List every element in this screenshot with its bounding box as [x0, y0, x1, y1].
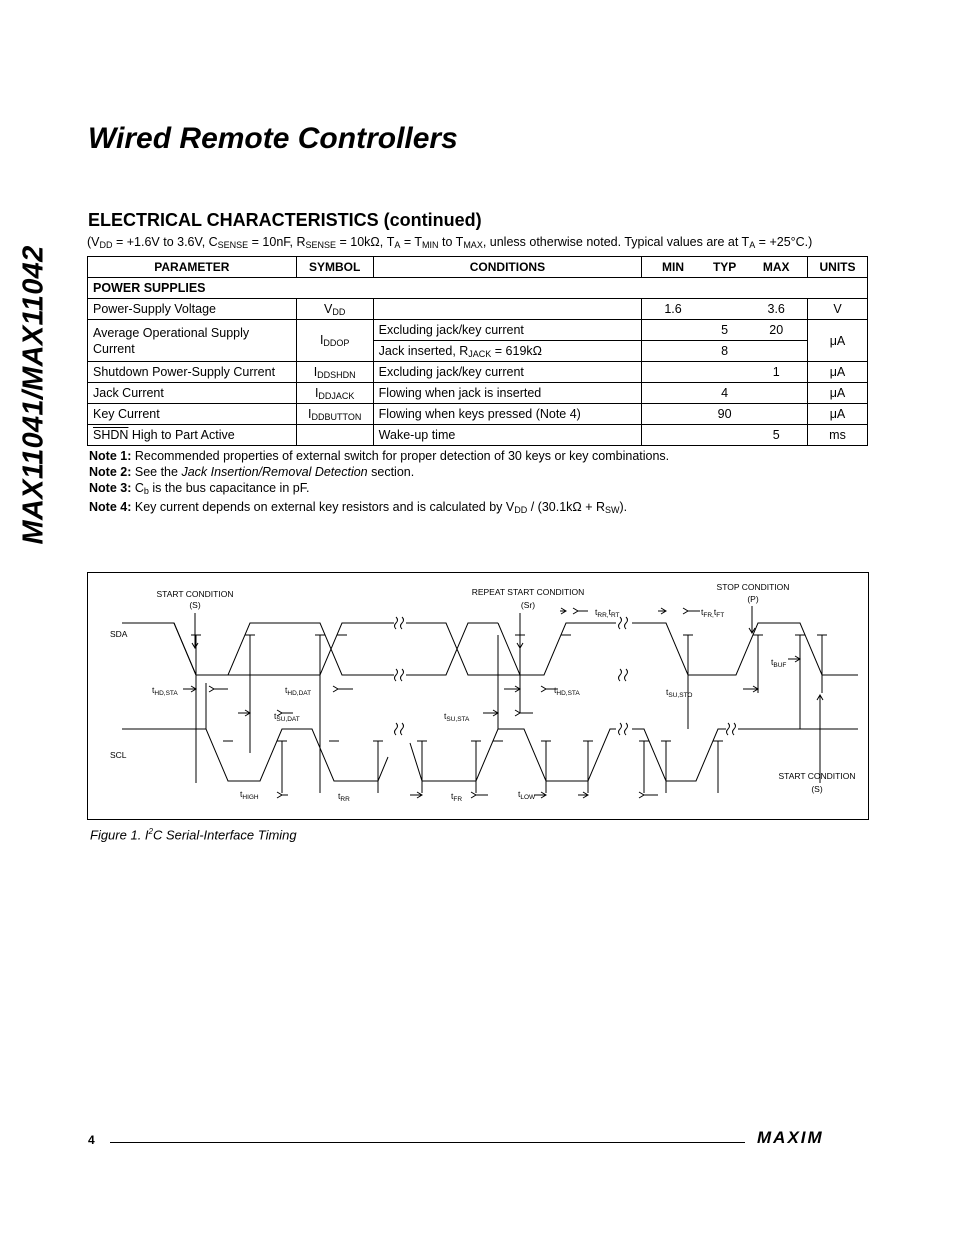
side-title: MAX11041/MAX11042 — [17, 245, 50, 545]
sda-line-c — [406, 623, 498, 675]
page-title: Wired Remote Controllers — [88, 122, 458, 155]
table-header-row — [88, 257, 868, 278]
scl-label: SCL — [110, 750, 127, 760]
table-row: Average Operational Supply Current $I_{DDOP}$ Excluding jack/key current 5 20 μA — [88, 320, 868, 341]
table-row: Shutdown Power-Supply Current $I_{DDSHDN}$ Excluding jack/key current 1 μA — [88, 362, 868, 383]
header-parameter: PARAMETER — [88, 257, 297, 278]
thigh-label: $t_{HIGH}$ — [240, 789, 259, 801]
arrow-start2 — [817, 695, 823, 783]
stop-p-label: (P) — [747, 594, 759, 604]
sda-line-a — [122, 623, 394, 675]
note-2: Note 2: See the Jack Insertion/Removal Detection section. — [89, 465, 415, 479]
note-3: Note 3: $C_b$ is the bus capacitance in pF. — [89, 481, 310, 496]
start-s-label: (S) — [189, 600, 201, 610]
arrow-start — [192, 613, 198, 648]
break-mark-4 — [619, 669, 628, 681]
start-condition2-label: START CONDITION — [778, 771, 856, 781]
arrow-trrt — [560, 608, 566, 614]
break-mark-5 — [619, 723, 628, 735]
arrow-thddat — [333, 686, 353, 692]
sda-start-fall — [174, 623, 196, 675]
thdsta2-label: $t_{HD,STA}$ — [554, 685, 580, 697]
arrow-stop — [749, 606, 755, 633]
tlow-label: $t_{LOW}$ — [518, 789, 536, 801]
stop-condition-label: STOP CONDITION — [716, 582, 790, 592]
test-conditions: ($V_{DD} = +1.6V$ to 3.6V, $C_{SENSE} = 10nF$, $R_{SENSE} = 10k\Omega$, $T_A = T_{MIN}$ to $T_{MAX}$, unless otherwise noted. Typical values are at $T_A = +25^\circ C$.) — [87, 235, 813, 250]
sda-line-e — [632, 623, 858, 675]
arrow-thdsta-b — [209, 686, 228, 692]
start-condition-label: START CONDITION — [156, 589, 234, 599]
note-1: Note 1: Recommended properties of external switch for proper detection of 30 keys or key combinations. — [89, 449, 670, 463]
arrow-thdsta — [183, 686, 196, 692]
tfr-label: $t_{FR}$ — [451, 791, 463, 803]
thddat-label: $t_{HD,DAT}$ — [285, 685, 312, 697]
arrow-tsusta-b — [515, 710, 533, 716]
scl-line-c — [632, 729, 726, 781]
scl-line-a — [122, 729, 388, 781]
arrow-thdsta2 — [504, 686, 520, 692]
tsusto-label: $t_{SU,STO}$ — [666, 687, 693, 699]
note-4: Note 4: Key current depends on external key resistors and is calculated by $V_{DD} / (30.1k\Omega + R_{SW})$. — [89, 500, 628, 515]
repeat-sr-label: (Sr) — [520, 600, 536, 610]
header-units: UNITS — [808, 257, 868, 278]
arrow-trr-b — [471, 792, 488, 798]
sda-line-d — [498, 623, 616, 675]
maxim-logo: MAXIM — [757, 1128, 824, 1147]
i2c-timing-diagram — [87, 572, 869, 820]
table-row: SHDN High to Part Active Wake-up time 5 ms — [88, 425, 868, 446]
tbuf-label: $t_{BUF}$ — [771, 657, 787, 669]
table-row: Jack Current $I_{DDJACK}$ Flowing when jack is inserted 4 μA — [88, 383, 868, 404]
figure-caption: Figure 1. $I^2C$ Serial-Interface Timing — [90, 827, 297, 843]
thdsta-label: $t_{HD,STA}$ — [152, 685, 178, 697]
electrical-characteristics-table — [87, 256, 868, 446]
tfrft-label: $t_{FR,}t_{FT}$ — [701, 607, 725, 619]
group-row: POWER SUPPLIES — [88, 278, 868, 299]
arrow-tsudat — [238, 710, 250, 716]
arrow-tsusto — [743, 686, 758, 692]
start-s2-label: (S) — [811, 784, 823, 794]
break-mark-2 — [395, 723, 404, 735]
arrow-tfr — [534, 792, 546, 798]
break-mark-0 — [395, 617, 404, 629]
header-min-typ-max: MIN TYP MAX — [642, 257, 808, 278]
header-conditions: CONDITIONS — [373, 257, 642, 278]
notes — [89, 448, 669, 518]
arrow-tsusta — [483, 710, 498, 716]
arrow-trr — [410, 792, 422, 798]
page-number: 4 — [88, 1133, 95, 1147]
scl-line-b — [410, 729, 616, 781]
arrow-tlow — [578, 792, 588, 798]
arrow-tlow-b — [639, 792, 658, 798]
tsusta-label: $t_{SU,STA}$ — [444, 711, 470, 723]
timing-diagram-svg — [88, 573, 868, 819]
break-mark-1 — [395, 669, 404, 681]
break-mark-3 — [619, 617, 628, 629]
footer-rule — [110, 1142, 745, 1143]
repeat-start-label: REPEAT START CONDITION — [471, 587, 585, 597]
trr-label: $t_{RR}$ — [338, 791, 350, 803]
trrt-label: $t_{RR,}t_{RT}$ — [595, 607, 620, 619]
sda-label: SDA — [110, 629, 128, 639]
tsudat-label: $t_{SU,DAT}$ — [274, 711, 300, 723]
table-row: Jack inserted, $R_{JACK} = 619k\Omega$ 8 — [88, 341, 868, 362]
arrow-trrt-b — [573, 608, 588, 614]
break-mark-6 — [727, 723, 736, 735]
arrow-repeat — [517, 613, 523, 648]
arrow-tfrft-b — [683, 608, 700, 614]
header-symbol: SYMBOL — [296, 257, 373, 278]
arrow-tfrft — [658, 608, 666, 614]
table-row: Power-Supply Voltage $V_{DD}$ 1.6 3.6 V — [88, 299, 868, 320]
table-row: Key Current $I_{DDBUTTON}$ Flowing when keys pressed (Note 4) 90 μA — [88, 404, 868, 425]
section-title: ELECTRICAL CHARACTERISTICS (continued) — [88, 210, 482, 230]
arrow-tbuf — [788, 656, 800, 662]
sda-line-b — [228, 623, 394, 675]
